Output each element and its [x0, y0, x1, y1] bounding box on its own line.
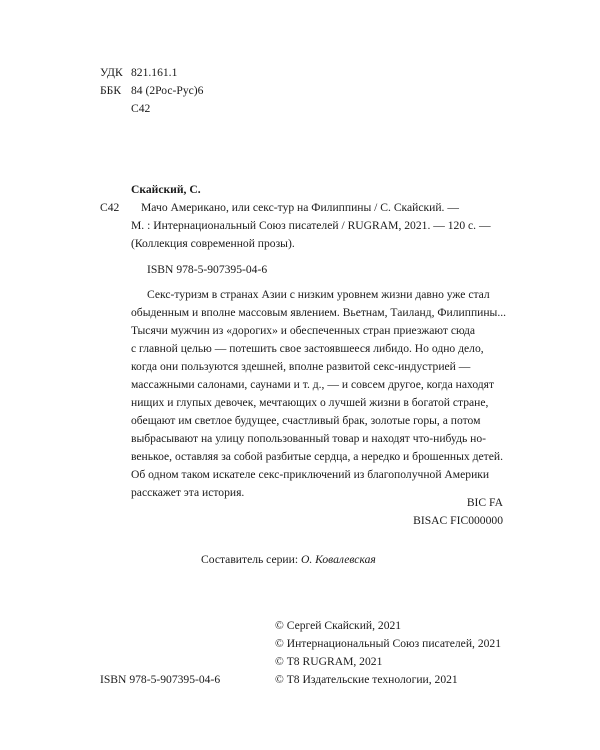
copyright-block [275, 617, 501, 689]
record-line-2: М. : Интернациональный Союз писателей / RUGRAM, 2021. — 120 с. — [131, 219, 491, 232]
bbk-value: 84 (2Рос-Рус)6 [131, 84, 204, 97]
author-mark-row [100, 100, 203, 118]
udk-label: УДК [100, 66, 123, 79]
udk-row [100, 64, 203, 82]
bbk-row [100, 82, 203, 100]
record-line-1: Мачо Американо, или секс-тур на Филиппины / С. Скайский. — [141, 201, 459, 214]
bic-code: BIC FA [466, 496, 503, 509]
annotation-line: Секс-туризм в странах Азии с низким уровнем жизни давно уже стал [147, 288, 490, 301]
annotation-line: обещают им светлое будущее, счастливый брак, золотые горы, а потом [131, 414, 481, 427]
record-author: Скайский, С. [131, 183, 201, 196]
author-mark: С42 [131, 102, 151, 115]
copyright-line: © Интернациональный Союз писателей, 2021 [275, 637, 502, 650]
copyright-line: © Т8 Издательские технологии, 2021 [275, 673, 458, 686]
record-line-3: (Коллекция современной прозы). [131, 237, 295, 250]
annotation-line: обыденным и вполне массовым явлением. Вьетнам, Таиланд, Филиппины... [131, 306, 507, 319]
series-label: Составитель серии: [201, 553, 301, 566]
annotation-line: массажными салонами, саунами и т. д., — и совсем другое, когда находят [131, 378, 495, 391]
record-left-mark: С42 [100, 201, 120, 214]
footer-isbn: ISBN 978-5-907395-04-6 [100, 673, 221, 686]
bbk-label: ББК [100, 84, 122, 97]
annotation-line: Об одном таком искателе секс-приключений из благополучной Америки [131, 468, 490, 481]
copyright-line: © Сергей Скайский, 2021 [275, 619, 402, 632]
annotation-line: венькое, оставляя за собой разбитые сердца, а нередко и брошенных детей. [131, 450, 503, 463]
bisac-code: BISAC FIC000000 [413, 514, 503, 527]
classification-block [100, 64, 203, 118]
annotation-line: Тысячи мужчин из «дорогих» и обеспеченных стран приезжают сюда [131, 324, 476, 337]
series-compiler [201, 551, 376, 569]
annotation-line: выбрасывают на улицу попользованный товар и находят что-нибудь но- [131, 432, 487, 445]
record-isbn: ISBN 978-5-907395-04-6 [147, 263, 268, 276]
annotation-line: когда они пользуются здешней, вполне развитой секс-индустрией — [131, 360, 471, 373]
series-compiler-name: О. Ковалевская [300, 553, 376, 566]
annotation-line: нищих и глупых девочек, мечтающих о лучшей жизни в богатой стране, [131, 396, 489, 409]
annotation-line: с главной целью — потешить свое застоявшееся либидо. Но одно дело, [131, 342, 484, 355]
annotation-line: расскажет эта история. [131, 486, 245, 499]
copyright-line: © Т8 RUGRAM, 2021 [275, 655, 383, 668]
udk-value: 821.161.1 [131, 66, 178, 79]
